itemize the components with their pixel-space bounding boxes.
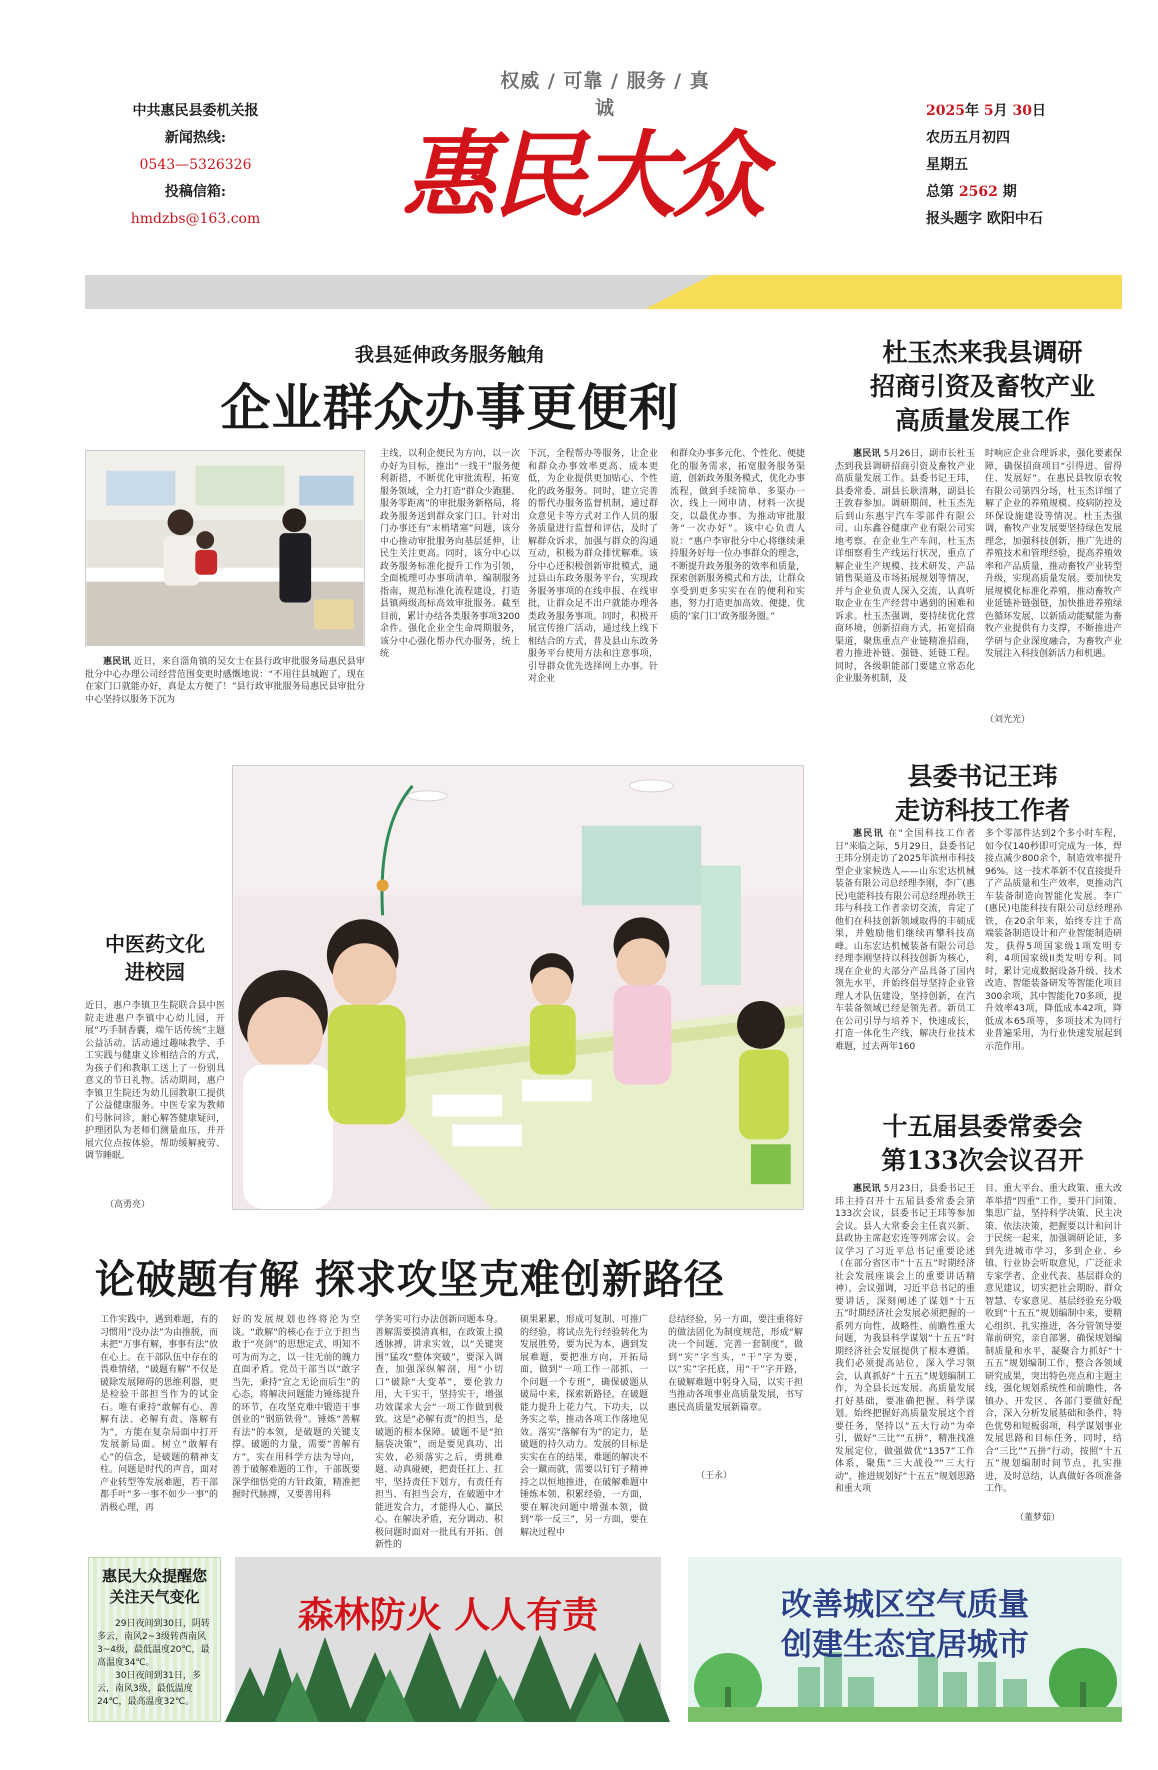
title-calligraphy-credit: 报头题字 欧阳中石 bbox=[926, 211, 1043, 227]
side-story-3-col-2: 目、重大平台、重大政策、重大改革举措“四重”工作，要开门问策、集思广益，坚持科学决策、民主决策、依法决策，把握要以计和问计于民统一起来，加强调研论证，多到先进城市学习，多到企业、乡镇、行业协会听取意见，广泛征求专家学者、企业代表、基层群众的意见建议，切实把社会期盼、群众智慧、专家意见、基层经验充分吸收到“十五五”规划编制中来，要精心组织、扎实推进，各分管领导要靠前研究，亲自部署，确保规划编制质量和水平，凝聚合力抓好“十五五”规划编制工作，整合各领域研究成果，突出特色亮点和主题主线，强化规划系统性和前瞻性，各镇办、开发区、各部门要做好配合，深入分析发展基础和条件，特色优势和短板弱项，科学谋划事业发展思路和目标任务，同时，结合“三比”“五拼”行动，按照“十五五”规划编制时间节点，扎实推进，及时总结，认真做好各项准备工作。 bbox=[985, 1184, 1122, 1494]
masthead-right-info bbox=[926, 98, 1056, 233]
side-story-3-title: 十五届县委常委会 第133次会议召开 bbox=[881, 1112, 1084, 1175]
weather-forecast-text: 29日夜间到30日，阴转多云，南风2~3级转西南风3~4级，最低温度20℃，最高温度34℃。 30日夜间到31日，多云，南风3级，最低温度24℃，最高温度32℃。 bbox=[97, 1619, 210, 1707]
lead-story-col-1: 惠民讯 近日，来自淄角镇的吴女士在县行政审批服务局惠民县审批分中心办理公司经营范围变更时感慨地说：“不用往县城跑了，现在在家门口就能办好，真是太方便了！”县行政审批服务局惠民县审批分中心坚持以服务下沉为 bbox=[85, 657, 365, 705]
weekday: 星期五 bbox=[926, 157, 968, 173]
hotline-number: 0543—5326326 bbox=[139, 157, 252, 173]
kindergarten-photo bbox=[232, 765, 804, 1210]
commentary-col-2: 好的发展规划也终将沦为空谈。“敢解”的核心在于立于担当敢于“亮剑”的思想定式，明知不可为而为之，以一往无前的魄力直面矛盾。党员干部当以“敢字当先，秉持“宜之无论而后生”的心态，将解决问题能力锤练提升的环节，在攻坚克难中锻造干事创业的“钢筋铁骨”。锤炼“善解有法”的本领，是破题的关键支撑。破题的力量，需要“善解有方”，实在用科学方法为导向，善于破解难题的工作，干部既要深学细悟党的方针政策，精准把握时代脉搏，又要善用科 bbox=[232, 1315, 360, 1500]
lunar-date: 农历五月初四 bbox=[926, 130, 1010, 146]
commentary-col-5: 总结经验，另一方面，要注重将好的做法固化为制度规范，形成“解决一个问题、完善一套制度”，做到“实”字当头，“干”字为要，以“实”字托底，用“干”字开路，在破解难题中躬身入局，以实干担当推动各项事业高质量发展，书写惠民高质量发展新篇章。 bbox=[668, 1315, 804, 1413]
commentary-col-1: 工作实践中，遇到难题，有的习惯用“没办法”为由推脱，而未把“万事有解，事事有法”放在心上。在干部队伍中存在的畏难情绪，“破题有解”不仅是破除发展障碍的思维利器，更是检验干部担当作为的试金石。唯有秉持“敢解有心、善解有法、必解有责、落解有为”，方能在复杂局面中打开发展新局面。树立“敢解有心”的信念，是破题的精神支柱。问题是时代的声音，面对产业转型等发展难题，若干部都手叶“多一事不如少一事”的消极心理，再 bbox=[100, 1315, 218, 1513]
masthead-banner-bar bbox=[85, 275, 1122, 309]
air-quality-slogan-line-2: 创建生态宜居城市 bbox=[781, 1627, 1029, 1663]
newspaper-title-logo bbox=[398, 100, 778, 235]
forest-fire-prevention-ad bbox=[235, 1557, 661, 1722]
issue-number: 总第 2562 期 bbox=[926, 184, 1017, 200]
forest-fire-slogan: 森林防火 人人有责 bbox=[297, 1595, 599, 1636]
lead-story-col-4: 和群众办事多元化、个性化、便捷化的服务需求，拓宽服务服务渠道，创新政务服务模式，优化办事流程，做到手续简单、多渠办一次，线上一网申请、材料一次提交，以最优办事、为推动审批服务“一次办好”。该中心负责人说：“惠户李审批分中心将继续秉持服务好每一位办事群众的理念，不断提升政务服务的效率和质量，探索创新服务模式和方法，让群众享受到更多实实在在的便利和实惠，努力打造更加高效、便捷、优质的‘家门口’政务服务圈。” bbox=[670, 449, 806, 622]
side-story-1-col-1: 惠民讯 5月26日，副市长杜玉杰到我县调研招商引资及畜牧产业高质量发展工作。县委书记王玮，县委常委、副县长耿清琳，副县长王敦春参加。调研期间，杜玉杰先后到山东惠宇汽车零部件有限公司、山东鑫谷健康产业有限公司实地考察。在企业生产车间，杜玉杰详细察看生产线运行状况，重点了解企业生产规模、技术研发、产品销售渠道及市场拓展规划等情况，并与企业负责人深入交流，认真听取企业在生产经营中遇到的困难和诉求。杜玉杰强调，要持续优化营商环境，创新招商方式，拓宽招商渠道，聚焦重点产业链精准招商，着力推进补链、强链、延链工程。同时，各级职能部门要建立常态化企业服务机制，及 bbox=[835, 449, 975, 684]
air-quality-ad bbox=[688, 1557, 1122, 1722]
side-story-2-col-2: 多个零部件达到2个多小时车程，如今仅140秒即可完成为一体，焊接点减少800余个，制造效率提升96%。这一技术革新不仅直接提升了产品质量和生产效率，更推动汽车装备制造向智能化发展。李广(惠民)电能科技有限公司总经理孙铁，在20余年来，始终专注于高端装备制造设计和产业智能制造研发，获得5项国家级1项发明专利，4项国家级II类发明专利。同时，累计完成数据设备升级、技术改造、智能装备研发等智能化项目300余项，其中智能化70多项，提升效率43项，降低成本42项，降低成本65项等，多项技术为同行业普遍采用，为行业快速发展起到示范作用。 bbox=[985, 829, 1123, 1052]
mailbox-label: 投稿信箱: bbox=[164, 184, 227, 200]
commentary-title: 论破题有解 探求攻坚克难创新路径 bbox=[95, 1257, 725, 1303]
commentary-col-4: 硕果累累，形成可复制、可推广的经验，将试点先行经验转化为发展胜势，要为民为本，遇到发展难题，要把准方向，开拓局面，做到“一项工作一部抓、一个问题一个专班”，确保破题从破局中来，探索新路径，在破题能力提升上花力气、下功夫，以务实之举，推动各项工作落地见效。落实“落解有为”的定力，是破题的持久动力。发展的目标是实实在在的结果，难题的解决不会一蹴而就，需要以钉钉子精神持之以恒地推进，在破解难题中锤炼本领、积累经验，一方面，要在解决问题中增强本领，做到“举一反三”，另一方面，要在解决过程中 bbox=[520, 1315, 648, 1538]
side-story-3-byline: （董梦茹） bbox=[1015, 1513, 1061, 1523]
lead-story-subtitle: 我县延伸政务服务触角 bbox=[354, 344, 545, 366]
hotline-label: 新闻热线: bbox=[164, 130, 227, 146]
photo-feature-body: 近日，惠户李镇卫生院联合县中医院走进惠户李镇中心幼儿园，开展“巧手制香囊，端午话传统”主题公益活动。活动通过趣味教学、手工实践与健康义诊相结合的方式，为孩子们和教职工送上了一份别具意义的节日礼物。活动期间，惠户李镇卫生院还为幼儿园教职工提供了公益健康服务。中医专家为教师们号脉问诊，耐心解答健康疑问，护理团队为老师们测量血压，并开展穴位点按体验，帮助缓解疲劳、调节睡眠。 bbox=[85, 1001, 225, 1161]
lead-story-title: 企业群众办事更便利 bbox=[220, 379, 680, 437]
commentary-col-3: 学务实可行办法创新问题本身。善解需要摸清真相，在政策上摸透脉搏，讲求实效，以“关键突围”猛攻“整体突破”，要深入调查，加强深纵解剖，用“小切口”破除“大变革”，要伦敦力用，大干实干，坚持实干，增强功效谋求大会“一项工作做到极致。这是“必解有责”的担当，是破题的根本保障。破题不是“拍脑袋决策”，而是要见真功、出实效，必须落实之后，勇挑难题、动真碰硬，把责任扛上、扛牢，坚持责任下划方，有责任有担当、有担当会方，在破题中才能迸发合力，才能得人心、赢民心。在解决矛盾，充分调动、积极问题时面对一批具有开拓、创新性的 bbox=[375, 1315, 503, 1550]
banner-yellow-stripe bbox=[645, 275, 1122, 309]
side-story-3-col-1: 惠民讯 5月23日，县委书记王玮主持召开十五届县委常委会第133次会议，县委书记王玮等参加会议。县人大常委会主任袁兴新、县政协主席赵宏连等列席会议。会议学习了习近平总书记重要论述（在部分省区市“十五五”时期经济社会发展座谈会上的重要讲话精神），会议强调，习近平总书记的重要讲话，深刻阐述了谋划“十五五”时期经济社会发展必须把握的一系列方向性、战略性、前瞻性重大问题，为我县科学谋划“十五五”时期经济社会发展提供了根本遵循。我们必须提高站位，深入学习领会，认真抓好“十五五”规划编制工作，为全县长远发展、高质量发展打好基础，要准确把握、科学谋划。始终把握好高质量发展这个首要任务，坚持以“五大行动”为牵引，做好“三比”“五拼”，精准找准发展定位，做强做优“1357”工作体系，聚焦“三大战役”“三大行动”，推进规划好“十五五”规划思路和重大项 bbox=[835, 1184, 975, 1494]
lead-story-col-2: 主线，以利企便民为方向，以一次办好为目标，推出“一线干”服务便利新措，不断优化审批流程，拓宽服务领域，全力打造“群众少跑腿、服务零距离”的审批服务新格局，将政务服务送到群众家门口。针对出门办事还有“末梢堵塞”问题，该分中心推动审批服务向基层延伸，让民生关注更高。同时，该分中心以政务服务标准化提升工作为引领，全面梳理可办事项清单，编制服务指南，规范标准化流程建设，打造县镇两级高标高效审批服务。截至目前，累计办结各类服务事项3200余件。强化企业全生命周期服务，该分中心强化帮办代办服务，统上统 bbox=[380, 449, 520, 659]
submission-email: hmdzbs@163.com bbox=[130, 211, 261, 227]
masthead-left-info bbox=[118, 98, 273, 233]
issue-date: 2025年 5月 30日 bbox=[926, 103, 1046, 119]
newspaper-title: 惠民大众 bbox=[402, 121, 763, 231]
side-story-2-title: 县委书记王玮 走访科技工作者 bbox=[894, 762, 1070, 825]
masthead-slogan: 权威 / 可靠 / 服务 / 真诚 bbox=[500, 70, 710, 119]
side-story-1-title: 杜玉杰来我县调研 招商引资及畜牧产业 高质量发展工作 bbox=[869, 338, 1095, 435]
lead-story-photo bbox=[85, 450, 365, 646]
lead-story-col-3: 下沉，全程帮办等服务，让企业和群众办事效率更高、成本更低，为企业提供更加贴心、个性化的政务服务。同时，建立完善的帮代办服务监督机制，通过群众意见卡等方式对工作人员的服务质量进行监督和评估，及时了解群众诉求，加强与群众的沟通互动，积极为群众排忧解难。该分中心还积极创新审批模式，通过县山东政务服务平台，实现政务服务事项的在线申报、在线审批，让群众足不出户就能办理各类政务服务事项。同时，积极开展宣传推广活动，通过线上线下相结合的方式，普及县山东政务服务平台使用方法和注意事项，引导群众优先选择网上办事。针对企业 bbox=[528, 449, 658, 684]
photo-feature-byline: （高勇亮） bbox=[105, 1200, 151, 1210]
side-story-1-byline: （刘光光） bbox=[985, 715, 1031, 725]
pine-forest-illustration bbox=[235, 1557, 661, 1722]
side-story-1-col-2: 时响应企业合理诉求，强化要素保障，确保招商项目“引得进、留得住、发展好”。在惠民县牧原农牧有限公司第四分场，杜玉杰详细了解了企业的养殖规模、疫病防控及环保设施建设等情况。杜玉杰强调，畜牧产业发展要坚持绿色发展理念，加强科技创新，推广先进的养殖技术和管理经验，提高养殖效率和产品质量，推动畜牧产业转型升级，实现高质量发展。要加快发展规模化标准化养殖，推动畜牧产业延链补链强链，加快推进养殖绿色循环发展，以新质动能赋能为畜牧产业提供有力支撑，不断推进产学研与企业深度融合，为畜牧产业发展注入科技创新活力和机遇。 bbox=[985, 449, 1122, 659]
photo-feature-title: 中医药文化 进校园 bbox=[105, 932, 205, 984]
publisher-name: 中共惠民县委机关报 bbox=[132, 103, 259, 119]
weather-notice-box bbox=[88, 1557, 221, 1722]
air-quality-slogan-line-1: 改善城区空气质量 bbox=[781, 1587, 1029, 1623]
side-story-2-col-1: 惠民讯 在“全国科技工作者日”来临之际，5月29日，县委书记王玮分别走访了2025年滨州市科技型企业家候选人——山东宏达机械装备有限公司总经理李刚，李广(惠民)电能科技有限公司总经理孙铁王玮与科技工作者亲切交流，肯定了他们在科技创新领域取得的丰硕成果，并勉励他们继续再攀科技高峰。山东宏达机械装备有限公司总经理李刚坚持以科技创新为核心，现在企业的大部分产品具备了国内领先水平，并始终倡导坚持企业管理人才队伍建设，坚持创新，在汽车装备领域已经是领先者。新员工在公司引导与培养下，快速成长，打造一体化生产线，解决行业技术难题，过去两年160 bbox=[835, 829, 975, 1052]
children-with-sachets-scene bbox=[233, 766, 803, 1209]
weather-notice-title: 惠民大众提醒您关注天气变化 bbox=[101, 1567, 207, 1606]
service-hall-scene bbox=[86, 451, 364, 645]
commentary-byline: （王永） bbox=[696, 1471, 733, 1481]
